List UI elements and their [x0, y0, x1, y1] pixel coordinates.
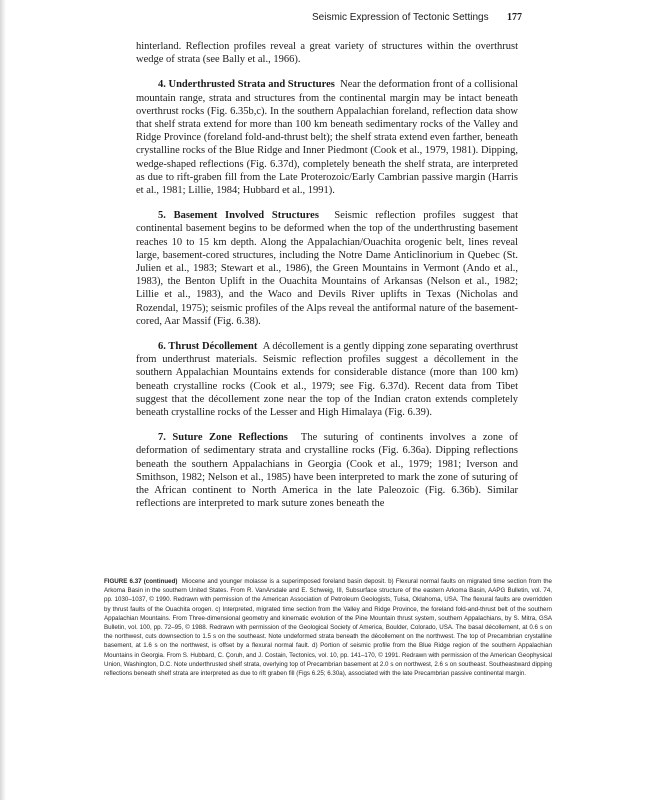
running-header	[312, 12, 522, 23]
running-title: Seismic Expression of Tectonic Settings	[312, 12, 489, 23]
paragraph-text: The suturing of continents involves a zone of deformation of sedimentary strata and crystalline rocks (Fig. 6.36a). Dipping reflections beneath the southern Appalachians in Georgia (Cook et al., 1979; 1981; Iverson and Smithson, 1982; Nelson et al., 1985) have been interpreted to mark the zone of suturing of the African continent to North America in the late Paleozoic (Fig. 6.36b). Similar reflections are interpreted to mark suture zones beneath the	[136, 432, 518, 510]
paragraph-suture-zone	[136, 431, 518, 510]
paragraph-thrust-decollement	[136, 340, 518, 419]
paragraph-text: hinterland. Reflection profiles reveal a great variety of structures within the overthrust wedge of strata (see Bally et al., 1966).	[136, 41, 518, 66]
figure-label: FIGURE 6.37 (continued)	[104, 578, 178, 585]
paragraph-continuation	[136, 40, 518, 66]
paragraph-text: Near the deformation front of a collisional mountain range, strata and structures from the continental margin may be intact beneath overthrust rocks (Fig. 6.35b,c). In the southern Appalachian foreland, reflection data show that shelf strata extend for more than 100 km beneath sedimentary rocks of the Valley and Ridge Province (foreland fold-and-thrust belt); the shelf strata extend even farther, beneath crystalline rocks of the Blue Ridge and Inner Piedmont (Cook et al., 1979, 1981). Dipping, wedge-shaped reflections (Fig. 6.37d), completely beneath the shelf strata, are interpreted as due to rift-graben fill from the Late Proterozoic/Early Cambrian passive margin (Harris et al., 1981; Lillie, 1984; Hubbard et al., 1991).	[136, 79, 519, 197]
caption-text: Miocene and younger molasse is a superimposed foreland basin deposit. b) Flexural normal faults on migrated time section from the Arkoma Basin in the southern United States. From R. VanArsdale and E. Schweig, III, Subsurface structure of the eastern Arkoma Basin, AAPG Bulletin, vol. 74, pp. 1030–1037, © 1990. Redrawn with permission of the American Association of Petroleum Geologists, Tulsa, Oklahoma, USA. The flexural faults are overridden by thrust faults of the Ouachita orogen. c) Interpreted, migrated time section from the Valley and Ridge Province, the foreland fold-and-thrust belt of the southern Appalachian Mountains. From Three-dimensional geometry and kinematic evolution of the Pine Mountain thrust system, southern Appalachians, by S. Mitra, GSA Bulletin, vol. 100, pp. 72–95, © 1988. Redrawn with permission of the Geological Society of America, Boulder, Colorado, USA. The basal décollement, at 0.6 s on the northwest, cuts downsection to 1.5 s on the southeast. Note undeformed strata beneath the décollement on the northwest. The top of Precambrian crystalline basement, at 1.6 s on the northwest, is offset by a flexural normal fault. d) Portion of seismic profile from the Blue Ridge region of the southern Appalachian Mountains in Georgia. From S. Hubbard, C. Çoruh, and J. Costain, Tectonics, vol. 10, pp. 141–170, © 1991. Redrawn with permission of the American Geophysical Union, Washington, D.C. Note underthrusted shelf strata, overlying top of Precambrian basement at 2.0 s on northwest, 2.6 s on southeast. Southeastward dipping reflections beneath shelf strata are interpreted as due to rift graben fill (Figs 6.25; 6.30a), associated with the late Precambrian passive continental margin.	[104, 578, 552, 678]
paragraph-text: A décollement is a gently dipping zone separating overthrust from underthrust materials. Seismic reflection profiles suggest a décollement in the southern Appalachian Mountains extends for considerable distance (more than 100 km) beneath crystalline rocks (Cook et al., 1979; see Fig. 6.37d). Recent data from Tibet suggest that the décollement zone near the top of the Indian craton extends completely beneath crystalline rocks of the Lesser and High Himalaya (Fig. 6.39).	[136, 341, 518, 419]
section-heading: 7. Suture Zone Reflections	[158, 432, 288, 444]
body-text	[136, 40, 518, 523]
paragraph-underthrusted-strata	[136, 78, 518, 197]
figure-caption	[104, 577, 552, 678]
paragraph-basement-involved	[136, 209, 518, 328]
section-heading: 5. Basement Involved Structures	[158, 210, 319, 222]
section-heading: 4. Underthrusted Strata and Structures	[158, 79, 335, 91]
paragraph-text: Seismic reflection profiles suggest that continental basement begins to be deformed when the top of the underthrusting basement reaches 10 to 15 km depth. Along the Appalachian/Ouachita orogenic belt, lines reveal large, basement-cored structures, including the Notre Dame Anticlinorium in Quebec (St. Julien et al., 1983; Stewart et al., 1986), the Green Mountains in Vermont (Ando et al., 1983), the Benton Uplift in the Ouachita Mountains of Arkansas (Nelson et al., 1982; Lillie et al., 1983), and the Waco and Devils River uplifts in Texas (Nicholas and Rozendal, 1975); seismic profiles of the Alps reveal the antiformal nature of the basement-cored, Aar Massif (Fig. 6.38).	[136, 210, 519, 327]
page-number: 177	[507, 12, 522, 23]
scan-edge-shadow	[0, 0, 6, 800]
section-heading: 6. Thrust Décollement	[158, 341, 258, 353]
